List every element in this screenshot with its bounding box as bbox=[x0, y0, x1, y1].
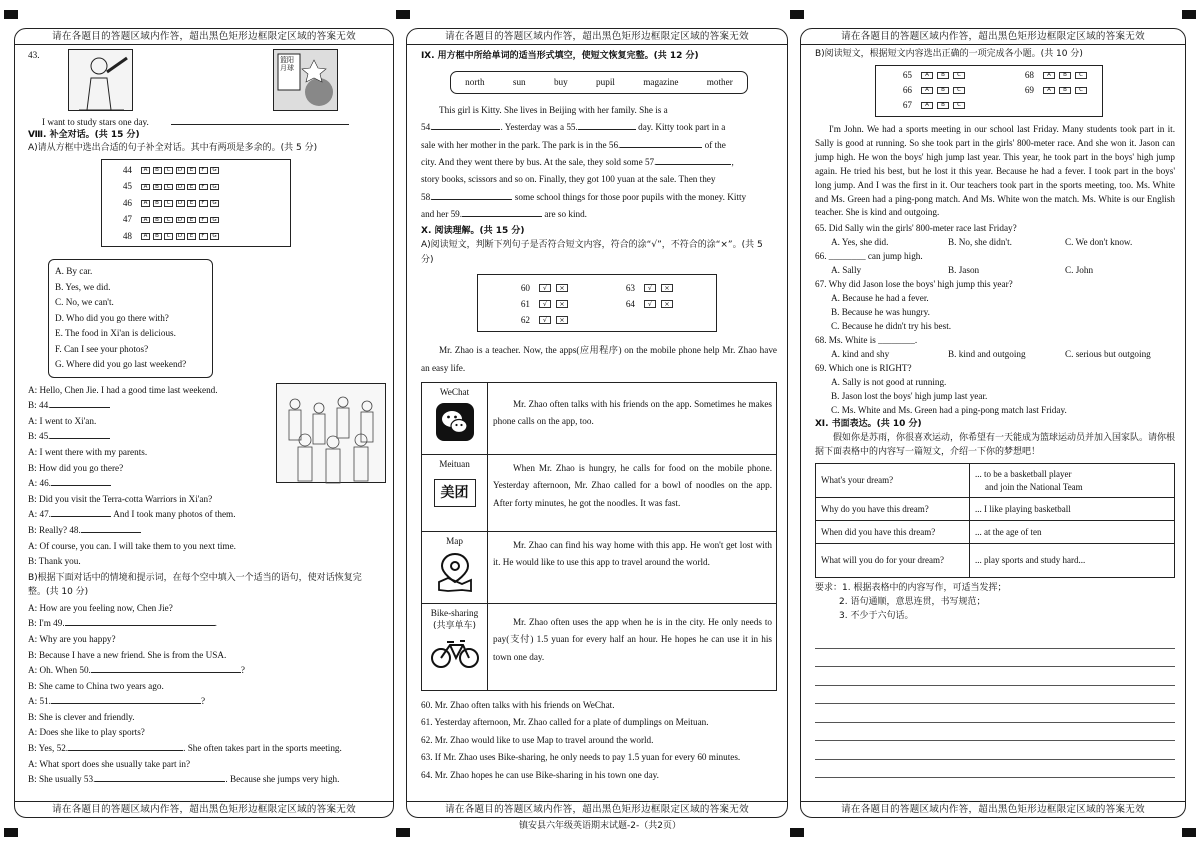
answer-bubble[interactable]: D bbox=[176, 200, 185, 207]
option-c: C. No, we can't. bbox=[55, 297, 114, 308]
table-question: What will you do for your dream? bbox=[816, 544, 970, 578]
answer-sheet-row bbox=[890, 68, 969, 83]
dialog-line: B: She usually 53. bbox=[28, 774, 96, 785]
choice-option[interactable]: C. Because he didn't try his best. bbox=[831, 321, 952, 332]
answer-area-notice: 请在各题目的答题区域内作答，超出黑色矩形边框限定区域的答案无效 bbox=[15, 29, 393, 45]
choice-row bbox=[815, 263, 1175, 277]
answer-bubble[interactable]: C bbox=[1075, 72, 1087, 79]
word-bank-item: pupil bbox=[596, 76, 615, 87]
answer-bubble[interactable]: E bbox=[187, 184, 196, 191]
question-number: 47 bbox=[122, 214, 132, 225]
choice-option[interactable]: C. serious but outgoing bbox=[1065, 349, 1151, 360]
choice-option[interactable]: C. We don't know. bbox=[1065, 237, 1133, 248]
app-cell-meituan bbox=[422, 454, 488, 531]
answer-bubble[interactable]: √ bbox=[644, 284, 656, 292]
answer-sheet-row bbox=[890, 98, 969, 113]
answer-bubble[interactable]: × bbox=[556, 300, 568, 308]
answer-sheet-row bbox=[890, 83, 969, 98]
answer-area-notice: 请在各题目的答题区域内作答，超出黑色矩形边框限定区域的答案无效 bbox=[407, 29, 787, 45]
dialog-line: A: Does she like to play sports? bbox=[28, 727, 145, 738]
section-10-title: Ⅹ. 阅读理解。(共 15 分) bbox=[421, 226, 525, 237]
answer-bubble[interactable]: C bbox=[953, 72, 965, 79]
cloze-line: city. And they went there by bus. At the sale, they sold some 57. bbox=[421, 156, 657, 167]
answer-bubble[interactable]: F bbox=[199, 217, 208, 224]
table-answer: ... play sports and study hard... bbox=[970, 544, 1175, 578]
answer-bubble[interactable]: √ bbox=[644, 300, 656, 308]
writing-line[interactable] bbox=[815, 686, 1175, 705]
choice-row bbox=[815, 347, 1175, 361]
answer-sheet-row bbox=[110, 179, 290, 196]
wechat-icon bbox=[436, 403, 474, 441]
section-9-title: Ⅸ. 用方框中所给单词的适当形式填空，使短文恢复完整。(共 12 分) bbox=[421, 51, 699, 61]
cloze-line: , bbox=[731, 156, 734, 167]
statement: 64. Mr. Zhao hopes he can use Bike-sharing in his town one day. bbox=[421, 769, 659, 780]
cloze-line: . Yesterday was a 55. bbox=[500, 122, 578, 133]
answer-sheet-row bbox=[1012, 68, 1091, 83]
answer-blank-51[interactable] bbox=[51, 694, 201, 704]
answer-bubble[interactable]: G bbox=[210, 233, 219, 240]
dialog-line: B: How did you go there? bbox=[28, 462, 124, 473]
answer-sheet-row bbox=[110, 162, 290, 179]
answer-bubble[interactable]: D bbox=[176, 167, 185, 174]
answer-bubble[interactable]: A bbox=[921, 87, 933, 94]
option-e: E. The food in Xi'an is delicious. bbox=[55, 328, 176, 339]
writing-area[interactable] bbox=[815, 630, 1175, 778]
answer-sheet-row bbox=[613, 280, 678, 296]
option-g: G. Where did you go last weekend? bbox=[55, 359, 187, 370]
cloze-passage bbox=[421, 102, 777, 223]
cloze-line: story books, scissors and so on. Finally, they got 100 yuan at the sale. Then they bbox=[421, 174, 716, 185]
answer-bubble[interactable]: D bbox=[176, 233, 185, 240]
app-description: When Mr. Zhao is hungry, he calls for food on the mobile phone. Yesterday afternoon, Mr. Zhao called for a bowl of noodles on the app. After forty minutes, he got the noodles. It was fast. bbox=[488, 454, 777, 531]
choice-option[interactable]: A. Because he had a fever. bbox=[831, 293, 929, 304]
question-number: 46 bbox=[122, 197, 132, 208]
question-number: 43. bbox=[28, 50, 40, 60]
dialog-line: A: 47. bbox=[28, 509, 51, 520]
requirement-item: 2. 语句通顺，意思连贯，书写规范； bbox=[839, 597, 986, 608]
question-number: 61 bbox=[520, 298, 530, 309]
answer-bubble[interactable]: A bbox=[141, 200, 150, 207]
requirement-item: 3. 不少于六句话。 bbox=[839, 611, 914, 622]
answer-blank-43[interactable] bbox=[171, 115, 349, 125]
answer-sheet-row bbox=[110, 228, 290, 245]
dialog-line: A: 51. bbox=[28, 696, 51, 707]
dialog-line: B: I'm 49. bbox=[28, 618, 65, 629]
answer-blank-59[interactable] bbox=[462, 207, 542, 217]
answer-bubble[interactable]: A bbox=[141, 217, 150, 224]
q43-sentence: I want to study stars one day. bbox=[42, 117, 149, 127]
dream-table bbox=[815, 463, 1175, 578]
choice-row bbox=[815, 235, 1175, 249]
word-bank-item: magazine bbox=[643, 76, 679, 87]
dialog-line: B: Because I have a new friend. She is from the USA. bbox=[28, 649, 227, 660]
answer-blank-56[interactable] bbox=[620, 138, 702, 148]
answer-bubble[interactable]: × bbox=[556, 284, 568, 292]
answer-bubble[interactable]: E bbox=[187, 217, 196, 224]
answer-bubble[interactable]: B bbox=[153, 217, 162, 224]
dialog-line: B: 45. bbox=[28, 431, 51, 442]
meituan-logo-text: 美团 bbox=[440, 485, 469, 502]
table-question: What's your dream? bbox=[816, 464, 970, 498]
answer-sheet-row bbox=[508, 280, 573, 296]
registration-mark bbox=[4, 10, 18, 19]
dialog-line: A: Hello, Chen Jie. I had a good time last weekend. bbox=[28, 384, 218, 395]
dialog-line: A: Of course, you can. I will take them to you next time. bbox=[28, 540, 236, 551]
dialog-line-tail: And I took many photos of them. bbox=[113, 509, 236, 520]
choice-option[interactable]: A. kind and shy bbox=[831, 349, 890, 360]
question-stem: 68. Ms. White is ________. bbox=[815, 335, 918, 346]
word-bank-item: buy bbox=[553, 76, 568, 87]
table-answer: ... at the age of ten bbox=[970, 521, 1175, 544]
answer-area-notice: 请在各题目的答题区域内作答，超出黑色矩形边框限定区域的答案无效 bbox=[407, 801, 787, 817]
dialog-line: A: What sport does she usually take part in? bbox=[28, 758, 191, 769]
writing-line[interactable] bbox=[815, 760, 1175, 779]
answer-bubble[interactable]: E bbox=[187, 167, 196, 174]
dialog-line: B: Thank you. bbox=[28, 556, 81, 567]
answer-blank-55[interactable] bbox=[578, 120, 636, 130]
dialog-line: A: Why are you happy? bbox=[28, 633, 116, 644]
answer-blank-47[interactable] bbox=[51, 507, 111, 517]
intro-paragraph: Mr. Zhao is a teacher. Now, the apps(应用程序) on the mobile phone help Mr. Zhao have an easy life. bbox=[421, 345, 777, 373]
answer-bubble[interactable]: G bbox=[210, 200, 219, 207]
table-answer: ... I like playing basketball bbox=[970, 498, 1175, 521]
question-number: 62 bbox=[520, 314, 530, 325]
dialog-line: B: Yes, 52. bbox=[28, 743, 69, 754]
statement: 62. Mr. Zhao would like to use Map to travel around the world. bbox=[421, 734, 654, 745]
app-description: Mr. Zhao often talks with his friends on the app. Sometimes he makes phone calls on the app, too. bbox=[488, 382, 777, 454]
cloze-line: and her 59. bbox=[421, 208, 463, 219]
answer-bubble[interactable]: A bbox=[921, 72, 933, 79]
answer-bubble[interactable]: A bbox=[1043, 87, 1055, 94]
requirement-item: 1. 根据表格中的内容写作，可适当发挥； bbox=[842, 583, 1007, 594]
reading-passage: I'm John. We had a sports meeting in our school last Friday. Many students took part in it. Sally is good at running. So she took part in the girls' 800-meter race. And she won it. Jason can jump high. He won the boys' high jump last year. This year, he took part in the boys' high jump again. He tried his best, but he lost it this year. Because he had a fever. I took part in the boys' long jump. And I was the first in it. Our teachers took part in the sports meeting, too. Ms. White and Ms. Green had a ping-pong match. And Ms. White won the match. Ms. White is our English teacher. She is kind and outgoing. bbox=[815, 124, 1175, 218]
answer-bubble[interactable]: B bbox=[153, 233, 162, 240]
answer-sheet-row bbox=[110, 195, 290, 212]
cloze-line: 54. bbox=[421, 122, 433, 133]
part-a-instructions: A)阅读短文，判断下列句子是否符合短文内容，符合的涂“√”，不符合的涂“×”。(共 5 分) bbox=[421, 240, 763, 266]
app-description: Mr. Zhao often uses the app when he is in the city. He only needs to pay(支付) 1.5 yuan for every half an hour. He hopes he can use it in his town one day. bbox=[488, 603, 777, 690]
app-cell-bike-sharing bbox=[422, 603, 488, 690]
question-stem: 66. ________ can jump high. bbox=[815, 251, 923, 262]
dialog-line: A: Oh. When 50. bbox=[28, 665, 91, 676]
choice-option[interactable]: C. John bbox=[1065, 265, 1094, 276]
dialog-line: B: She is clever and friendly. bbox=[28, 711, 135, 722]
writing-line[interactable] bbox=[815, 667, 1175, 686]
answer-bubble[interactable]: G bbox=[210, 217, 219, 224]
cloze-line: 58. bbox=[421, 191, 433, 202]
question-stem: 67. Why did Jason lose the boys' high jump this year? bbox=[815, 279, 1013, 290]
answer-bubble[interactable]: E bbox=[187, 233, 196, 240]
answer-bubble[interactable]: A bbox=[921, 102, 933, 109]
answer-blank-46[interactable] bbox=[51, 476, 111, 486]
word-bank bbox=[450, 71, 748, 94]
choice-option[interactable]: A. Sally is not good at running. bbox=[831, 377, 947, 388]
choice-option[interactable]: B. No, she didn't. bbox=[948, 237, 1012, 248]
part-a-instructions: A)请从方框中选出合适的句子补全对话。其中有两项是多余的。(共 5 分) bbox=[28, 143, 318, 154]
answer-bubble[interactable]: D bbox=[176, 184, 185, 191]
answer-sheet-row bbox=[110, 212, 290, 229]
answer-sheet-60-64 bbox=[477, 274, 717, 332]
answer-bubble[interactable]: C bbox=[953, 102, 965, 109]
question-number: 45 bbox=[122, 181, 132, 192]
app-name: Bike-sharing bbox=[430, 607, 479, 618]
meituan-icon bbox=[434, 479, 476, 507]
answer-bubble[interactable]: √ bbox=[539, 300, 551, 308]
answer-area-notice: 请在各题目的答题区域内作答，超出黑色矩形边框限定区域的答案无效 bbox=[801, 29, 1185, 45]
app-name: Meituan bbox=[439, 458, 470, 469]
answer-bubble[interactable]: A bbox=[141, 233, 150, 240]
question-number: 63 bbox=[625, 282, 635, 293]
answer-sheet-row bbox=[508, 312, 573, 328]
requirements-label: 要求： bbox=[815, 583, 843, 594]
cloze-line: sale with her mother in the park. The park is in the 56. bbox=[421, 139, 621, 150]
cloze-line: are so kind. bbox=[544, 208, 587, 219]
answer-bubble[interactable]: B bbox=[937, 87, 949, 94]
choice-option[interactable]: A. Yes, she did. bbox=[831, 237, 889, 248]
dialog-line: B: 44. bbox=[28, 400, 51, 411]
option-d: D. Who did you go there with? bbox=[55, 312, 169, 323]
options-box bbox=[48, 259, 213, 378]
answer-area-right bbox=[800, 28, 1186, 818]
answer-bubble[interactable]: × bbox=[661, 284, 673, 292]
answer-blank-45[interactable] bbox=[50, 429, 110, 439]
question-number: 69 bbox=[1024, 84, 1034, 95]
answer-blank-49[interactable] bbox=[65, 616, 215, 626]
app-cell-wechat bbox=[422, 382, 488, 454]
answer-blank-58[interactable] bbox=[432, 190, 512, 200]
dialog-line: A: 46. bbox=[28, 478, 51, 489]
page-footer: 镇安县六年级英语期末试题-2-（共2页） bbox=[519, 821, 681, 831]
part-b-instructions: B)阅读短文，根据短文内容选出正确的一项完成各小题。(共 10 分) bbox=[815, 49, 1083, 59]
dialog-line-tail: . She often takes part in the sports meeting. bbox=[183, 743, 342, 754]
dialog-line: A: I went there with my parents. bbox=[28, 446, 148, 457]
answer-blank-44[interactable] bbox=[50, 398, 110, 408]
choice-option[interactable]: C. Ms. White and Ms. Green had a ping-pong match last Friday. bbox=[831, 405, 1067, 416]
answer-bubble[interactable]: F bbox=[199, 233, 208, 240]
writing-line[interactable] bbox=[815, 704, 1175, 723]
answer-bubble[interactable]: C bbox=[164, 200, 173, 207]
cloze-line: some school things for those poor pupils with the money. Kitty bbox=[514, 191, 747, 202]
dialog-line: B: She came to China two years ago. bbox=[28, 680, 164, 691]
answer-bubble[interactable]: C bbox=[164, 167, 173, 174]
choice-option[interactable]: B. Jason lost the boys' high jump last year. bbox=[831, 391, 988, 402]
answer-blank-52[interactable] bbox=[68, 741, 183, 751]
app-name: Map bbox=[446, 535, 463, 546]
answer-bubble[interactable]: √ bbox=[539, 316, 551, 324]
answer-bubble[interactable]: F bbox=[199, 184, 208, 191]
choice-option[interactable]: B. Jason bbox=[948, 265, 980, 276]
answer-bubble[interactable]: F bbox=[199, 167, 208, 174]
dialog-line: A: How are you feeling now, Chen Jie? bbox=[28, 602, 173, 613]
word-bank-item: mother bbox=[706, 76, 733, 87]
answer-bubble[interactable]: C bbox=[1075, 87, 1087, 94]
answer-bubble[interactable]: F bbox=[199, 200, 208, 207]
choice-option[interactable]: B. kind and outgoing bbox=[948, 349, 1026, 360]
terracotta-warriors-picture bbox=[276, 383, 386, 483]
word-bank-item: north bbox=[465, 76, 485, 87]
answer-blank-54[interactable] bbox=[432, 120, 500, 130]
question-number: 60 bbox=[520, 282, 530, 293]
answer-sheet-row bbox=[613, 296, 678, 312]
statement: 60. Mr. Zhao often talks with his friends on WeChat. bbox=[421, 699, 615, 710]
picture-cue-moon-poster bbox=[273, 49, 338, 111]
cloze-line: day. Kitty took part in a bbox=[638, 122, 726, 133]
writing-prompt: 假如你是苏雨，你很喜欢运动，你希望有一天能成为篮球运动员并加入国家队。请你根据下面表格中的内容写一篇短文，介绍一下你的梦想吧！ bbox=[815, 433, 1176, 458]
choice-option[interactable]: A. Sally bbox=[831, 265, 862, 276]
dialog-line: A: I went to Xi'an. bbox=[28, 415, 97, 426]
dialog-line: B: Really? 48. bbox=[28, 524, 81, 535]
answer-blank-53[interactable] bbox=[95, 772, 225, 782]
word-bank-item: sun bbox=[512, 76, 526, 87]
writing-line[interactable] bbox=[815, 649, 1175, 668]
question-number: 67 bbox=[902, 99, 912, 110]
app-cell-map bbox=[422, 531, 488, 603]
answer-bubble[interactable]: B bbox=[937, 102, 949, 109]
writing-line[interactable] bbox=[815, 741, 1175, 760]
cloze-line: of the bbox=[704, 139, 726, 150]
section-8-title: Ⅷ. 补全对话。(共 15 分) bbox=[28, 130, 140, 140]
dialog-line-tail: . Because she jumps very high. bbox=[225, 774, 340, 785]
answer-bubble[interactable]: E bbox=[187, 200, 196, 207]
answer-bubble[interactable]: B bbox=[153, 167, 162, 174]
apps-table bbox=[421, 382, 777, 691]
answer-area-notice: 请在各题目的答题区域内作答，超出黑色矩形边框限定区域的答案无效 bbox=[801, 801, 1185, 817]
table-question: When did you have this dream? bbox=[816, 521, 970, 544]
table-answer bbox=[970, 464, 1175, 498]
answer-bubble[interactable]: C bbox=[164, 233, 173, 240]
answer-bubble[interactable]: B bbox=[1059, 72, 1071, 79]
answer-bubble[interactable]: D bbox=[176, 217, 185, 224]
answer-bubble[interactable]: C bbox=[164, 217, 173, 224]
part-b-instructions: B)根据下面对话中的情境和提示词，在每个空中填入一个适当的语句，使对话恢复完整。(共 10 分) bbox=[28, 572, 362, 597]
answer-bubble[interactable]: A bbox=[141, 184, 150, 191]
answer-bubble[interactable]: A bbox=[1043, 72, 1055, 79]
question-number: 44 bbox=[122, 164, 132, 175]
question-number: 66 bbox=[902, 84, 912, 95]
map-pin-icon bbox=[436, 552, 474, 590]
answer-bubble[interactable]: B bbox=[153, 200, 162, 207]
answer-sheet-44-48 bbox=[101, 159, 291, 247]
answer-sheet-row bbox=[1012, 83, 1091, 98]
app-name: WeChat bbox=[439, 386, 470, 397]
answer-bubble[interactable]: G bbox=[210, 184, 219, 191]
answer-sheet-65-69 bbox=[875, 65, 1103, 117]
answer-bubble[interactable]: G bbox=[210, 167, 219, 174]
answer-sheet-row bbox=[508, 296, 573, 312]
answer-blank-57[interactable] bbox=[656, 155, 734, 167]
question-stem: 65. Did Sally win the girls' 800-meter race last Friday? bbox=[815, 223, 1017, 234]
answer-bubble[interactable]: C bbox=[953, 87, 965, 94]
table-question: Why do you have this dream? bbox=[816, 498, 970, 521]
dialog-line: B: Did you visit the Terra-cotta Warriors in Xi'an? bbox=[28, 493, 213, 504]
answer-bubble[interactable]: C bbox=[164, 184, 173, 191]
answer-area-notice: 请在各题目的答题区域内作答，超出黑色矩形边框限定区域的答案无效 bbox=[15, 801, 393, 817]
answer-bubble[interactable]: × bbox=[556, 316, 568, 324]
answer-blank-48[interactable] bbox=[81, 523, 141, 533]
writing-line[interactable] bbox=[815, 630, 1175, 649]
statement: 61. Yesterday afternoon, Mr. Zhao called for a plate of dumplings on Meituan. bbox=[421, 717, 709, 728]
statement: 63. If Mr. Zhao uses Bike-sharing, he only needs to pay 1.5 yuan for every 60 minutes. bbox=[421, 752, 741, 763]
answer-bubble[interactable]: √ bbox=[539, 284, 551, 292]
cloze-line: This girl is Kitty. She lives in Beijing with her family. She is a bbox=[439, 105, 668, 116]
answer-blank-50[interactable] bbox=[91, 663, 241, 673]
app-name-chinese: (共享单车) bbox=[432, 621, 477, 632]
table-answer-line: ... to be a basketball player bbox=[975, 468, 1072, 479]
question-number: 68 bbox=[1024, 69, 1034, 80]
requirements bbox=[815, 581, 1175, 623]
question-stem: 69. Which one is RIGHT? bbox=[815, 363, 912, 374]
registration-mark bbox=[790, 10, 804, 19]
question-number: 64 bbox=[625, 298, 635, 309]
answer-bubble[interactable]: B bbox=[153, 184, 162, 191]
app-description: Mr. Zhao can find his way home with this app. He won't get lost with it. He would like to use this app to travel around the world. bbox=[488, 531, 777, 603]
section-11-title: Ⅺ. 书面表达。(共 10 分) bbox=[815, 419, 922, 430]
answer-area-middle bbox=[406, 28, 788, 818]
answer-bubble[interactable]: B bbox=[937, 72, 949, 79]
registration-mark bbox=[1182, 10, 1196, 19]
picture-cue-girl-telescope bbox=[68, 49, 133, 111]
writing-line[interactable] bbox=[815, 723, 1175, 742]
option-b: B. Yes, we did. bbox=[55, 281, 111, 292]
question-number: 48 bbox=[122, 230, 132, 241]
option-a: A. By car. bbox=[55, 266, 93, 277]
answer-bubble[interactable]: A bbox=[141, 167, 150, 174]
choice-option[interactable]: B. Because he was hungry. bbox=[831, 307, 930, 318]
option-f: F. Can I see your photos? bbox=[55, 343, 149, 354]
poster-caption: 篮阳月球 bbox=[280, 56, 294, 72]
answer-bubble[interactable]: B bbox=[1059, 87, 1071, 94]
question-number: 65 bbox=[902, 69, 912, 80]
answer-area-left: 请在各题目的答题区域内作答，超出黑色矩形边框限定区域的答案无效 43. 篮阳月球 I want to study stars one day. Ⅷ. 补全对话。(共 15 分) A)请从方框中选出合适的句子补全对话。其中有两项是多余的。(共 5 分) 44 A B C D E F G 45 A B C D E F G 46 A B C D E F G 47 A B C D E F G 48 A B C D E F G A. By car. B. Yes, we did. C. No, we can't. D. Who did you go there with? E. The food in Xi'an is delicious. F. Can I see your photos? G. Where did you go last weekend? A: Hello, Chen Jie. I had a good time last weekend. B: 44. A: I went to Xi'an. B: 45. A: I went there with my parents. B: How did you go there? A: 46. B: Did you visit the Terra-cotta Warriors in Xi'an? A: 47. And I took many photos of them. B: Really? 48. A: Of course, you can. I will take them to you next time. B: Thank you. B)根据下面对话中的情境和提示词，在每个空中填入一个适当的语句，使对话恢复完整。(共 10 分) A: How are you feeling now, Chen Jie? B: I'm 49. . A: Why are you happy? B: Because I have a new friend. She is from the USA. A: Oh. When 50. ? B: She came to China two years ago. A: 51. ? B: She is clever and friendly. A: Does she like to play sports? B: Yes, 52. . She often takes part in the sports meeting. A: What sport does she usually take part in? B: She usually 53. . Because she jumps very high. 请在各题目的答题区域内作答，超出黑色矩形边框限定区域的答案无效 bbox=[14, 28, 394, 818]
registration-mark bbox=[396, 10, 410, 19]
answer-bubble[interactable]: × bbox=[661, 300, 673, 308]
bicycle-icon bbox=[430, 639, 480, 669]
table-answer-line: and join the National Team bbox=[985, 481, 1083, 492]
